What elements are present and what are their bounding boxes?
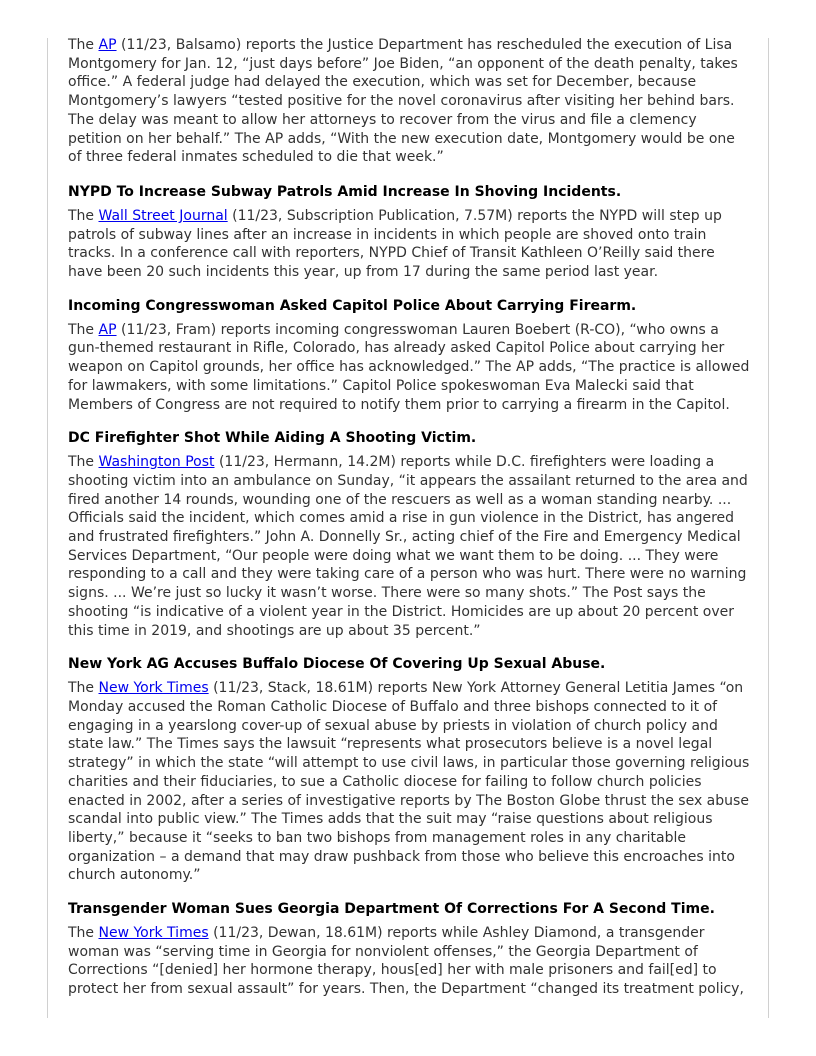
article	[68, 429, 752, 640]
paragraph-lead: The	[68, 454, 99, 471]
article-body	[68, 453, 752, 640]
article	[68, 900, 752, 999]
news-briefing-page	[68, 36, 752, 999]
article-headline: DC Firefighter Shot While Aiding A Shooting Victim.	[68, 430, 477, 447]
source-link[interactable]: AP	[98, 321, 117, 338]
article	[68, 183, 752, 282]
paragraph-body: (11/23, Fram) reports incoming congresswoman Lauren Boebert (R-CO), “who owns a gun-themed restaurant in Rifle, Colorado, has already asked Capitol Police about carrying her weapon on Capitol grounds, her office has acknowledged.” The AP adds, “The practice is allowed for lawmakers, with some limitations.” Capitol Police spokeswoman Eva Malecki said that Members of Congress are not required to notify them prior to carrying a firearm in the Capitol.	[68, 321, 750, 413]
article-body	[68, 679, 752, 885]
article-body	[68, 924, 752, 999]
article-body	[68, 207, 752, 282]
paragraph-lead: The	[68, 680, 99, 697]
paragraph-lead: The	[68, 925, 99, 942]
paragraph-body: (11/23, Balsamo) reports the Justice Department has rescheduled the execution of Lisa Montgomery for Jan. 12, “just days before” Joe Biden, “an opponent of the death penalty, takes office.” A federal judge had delayed the execution, which was set for December, because Montgomery’s lawyers “tested positive for the novel coronavirus after visiting her behind bars. The delay was meant to allow her attorneys to recover from the virus and file a clemency petition on her behalf.” The AP adds, “With the new execution date, Montgomery would be one of three federal inmates scheduled to die that week.”	[68, 37, 738, 166]
article-headline: New York AG Accuses Buffalo Diocese Of Covering Up Sexual Abuse.	[68, 656, 606, 673]
paragraph-body: (11/23, Dewan, 18.61M) reports while Ashley Diamond, a transgender woman was “serving time in Georgia for nonviolent offenses,” the Georgia Department of Corrections “[denied] her hormone therapy, hous[ed] her with male prisoners and fail[ed] to protect her from sexual assault” for years. Then, the Department “changed its treatment policy,	[68, 925, 744, 998]
article-headline: Incoming Congresswoman Asked Capitol Police About Carrying Firearm.	[68, 297, 637, 314]
right-page-border	[768, 38, 769, 1018]
source-link[interactable]: New York Times	[98, 680, 209, 697]
paragraph-lead: The	[68, 207, 99, 224]
paragraph-lead: The	[68, 37, 99, 53]
paragraph-body: (11/23, Stack, 18.61M) reports New York Attorney General Letitia James “on Monday accused the Roman Catholic Diocese of Buffalo and three bishops connected to it of engaging in a yearslong cover-up of sexual abuse by priests in violation of church policy and state law.” The Times says the lawsuit “represents what prosecutors believe is a novel legal strategy” in which the state “will attempt to use civil laws, in particular those governing religious charities and their fiduciaries, to sue a Catholic diocese for failing to follow church policies enacted in 2002, after a series of investigative reports by The Boston Globe thrust the sex abuse scandal into public view.” The Times adds that the suit may “raise questions about religious liberty,” because it “seeks to ban two bishops from management roles in any charitable organization – a demand that may draw pushback from those who believe this encroaches into church autonomy.”	[68, 680, 750, 884]
intro-paragraph	[68, 36, 752, 167]
article	[68, 297, 752, 415]
article-headline: NYPD To Increase Subway Patrols Amid Increase In Shoving Incidents.	[68, 183, 622, 200]
article-body	[68, 321, 752, 415]
source-link[interactable]: Washington Post	[98, 454, 215, 471]
source-link[interactable]: AP	[98, 37, 117, 53]
article-headline: Transgender Woman Sues Georgia Department Of Corrections For A Second Time.	[68, 901, 715, 918]
source-link[interactable]: New York Times	[98, 925, 209, 942]
paragraph-lead: The	[68, 321, 99, 338]
article	[68, 655, 752, 885]
left-page-border	[47, 38, 48, 1018]
paragraph-body: (11/23, Subscription Publication, 7.57M) reports the NYPD will step up patrols of subway lines after an increase in incidents in which people are shoved onto train tracks. In a conference call with reporters, NYPD Chief of Transit Kathleen O’Reilly said there have been 20 such incidents this year, up from 17 during the same period last year.	[68, 207, 722, 281]
source-link[interactable]: Wall Street Journal	[98, 207, 228, 224]
paragraph-body: (11/23, Hermann, 14.2M) reports while D.C. firefighters were loading a shooting victim into an ambulance on Sunday, “it appears the assailant returned to the area and fired another 14 rounds, wounding one of the rescuers as well as a woman standing nearby. ... Officials said the incident, which comes amid a rise in gun violence in the District, has angered and frustrated firefighters.” John A. Donnelly Sr., acting chief of the Fire and Emergency Medical Services Department, “Our people were doing what we want them to be doing. ... They were responding to a call and they were taking care of a person who was hurt. There were no warning signs. ... We’re just so lucky it wasn’t worse. There were so many shots.” The Post says the shooting “is indicative of a violent year in the District. Homicides are up about 20 percent over this time in 2019, and shootings are up about 35 percent.”	[68, 454, 748, 639]
